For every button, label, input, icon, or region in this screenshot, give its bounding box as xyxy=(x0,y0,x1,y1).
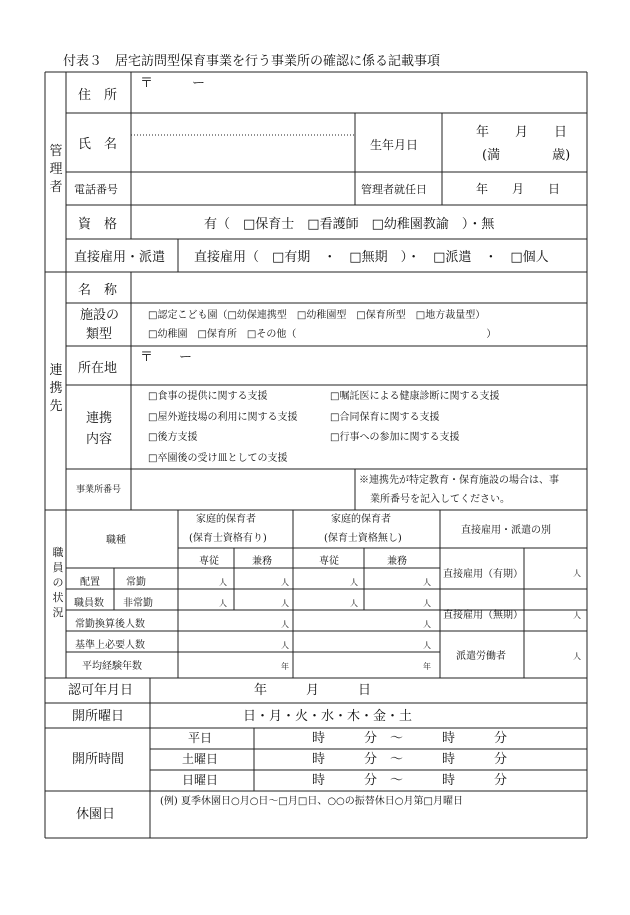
address-postal-mark: 〒 ー xyxy=(140,76,206,91)
office-number-note-1: ※連携先が特定教育・保育施設の場合は、事 xyxy=(359,475,559,486)
content-label-2: 内容 xyxy=(86,432,113,447)
employment-label: 直接雇用・派遣 xyxy=(74,250,166,265)
phone-label: 電話番号 xyxy=(74,183,118,196)
form-title: 付表３ 居宅訪問型保育事業を行う事業所の確認に係る記載事項 xyxy=(63,54,441,69)
regular-label: 常勤 xyxy=(126,577,146,588)
unit-year: 年 xyxy=(281,662,289,671)
col-a-part-header: 兼務 xyxy=(252,556,272,567)
location-postal-mark: 〒 ー xyxy=(140,350,193,365)
placement-label: 配置 xyxy=(80,577,100,588)
birth-label: 生年月日 xyxy=(370,138,419,152)
content-item: □食事の提供に関する支援 xyxy=(148,391,268,402)
office-number-note-2: 業所番号を記入してください。 xyxy=(370,494,510,505)
content-item: □卒園後の受け皿としての支援 xyxy=(148,453,288,464)
direct-open-label: 直接雇用（無期） xyxy=(443,610,523,621)
unit-person: 人 xyxy=(281,641,289,650)
content-label-1: 連携 xyxy=(86,411,113,426)
location-label: 所在地 xyxy=(78,361,118,376)
unit-person: 人 xyxy=(281,578,289,587)
age-value: (満 歳) xyxy=(482,148,571,163)
office-number-label: 事業所番号 xyxy=(76,485,122,495)
job-type-header: 職種 xyxy=(106,535,126,546)
facility-type-line-2: □幼稚園 □保育所 □その他（ ） xyxy=(148,329,497,340)
unit-person: 人 xyxy=(423,641,431,650)
qualification-value: 有（ □保育士 □看護師 □幼稚園教諭 ）・無 xyxy=(204,217,495,232)
facility-type-line-1: □認定こども園（□幼保連携型 □幼稚園型 □保育所型 □地方裁量型） xyxy=(148,310,486,321)
col-b-full-header: 専従 xyxy=(319,556,339,567)
content-item: □嘱託医による健康診断に関する支援 xyxy=(330,391,500,402)
unit-person: 人 xyxy=(219,578,227,587)
nonregular-label: 非常勤 xyxy=(123,598,153,609)
unit-person: 人 xyxy=(219,599,227,608)
unit-person: 人 xyxy=(423,599,431,608)
hours-row-saturday: 土曜日 xyxy=(182,752,219,766)
hours-row-sunday: 日曜日 xyxy=(182,773,219,787)
content-item: □屋外遊技場の利用に関する支援 xyxy=(148,412,298,423)
closed-day-example: (例) 夏季休園日○月○日～□月□日、○○の振替休日○月第□月曜日 xyxy=(160,796,463,807)
avg-exp-label: 平均経験年数 xyxy=(82,661,142,672)
col-b-header-1: 家庭的保育者 xyxy=(331,514,391,525)
unit-person: 人 xyxy=(573,652,581,661)
col-c-header: 直接雇用・派遣の別 xyxy=(461,525,551,536)
hours-value: 時 分 ～ 時 分 xyxy=(312,731,508,746)
unit-person: 人 xyxy=(350,578,358,587)
unit-person: 人 xyxy=(281,599,289,608)
approval-date-value: 年 月 日 xyxy=(254,683,372,698)
unit-person: 人 xyxy=(281,620,289,629)
birth-value: 年 月 日 xyxy=(476,125,568,140)
col-a-header-1: 家庭的保育者 xyxy=(196,514,256,525)
open-hours-label: 開所時間 xyxy=(72,752,125,767)
hours-row-weekday: 平日 xyxy=(188,731,213,745)
unit-person: 人 xyxy=(573,611,581,620)
unit-person: 人 xyxy=(423,620,431,629)
unit-person: 人 xyxy=(573,569,581,578)
open-days-value: 日・月・火・水・木・金・土 xyxy=(243,709,413,724)
partner-name-label: 名 称 xyxy=(78,283,118,298)
required-label: 基準上必要人数 xyxy=(75,640,145,651)
closed-day-label: 休園日 xyxy=(76,807,116,822)
address-label: 住 所 xyxy=(78,88,118,103)
staff-section-label: 職員の状況 xyxy=(52,546,64,619)
col-a-full-header: 専従 xyxy=(199,556,219,567)
staff-count-label: 職員数 xyxy=(74,598,104,609)
content-item: □行事への参加に関する支援 xyxy=(330,432,460,443)
approval-date-label: 認可年月日 xyxy=(68,683,134,698)
direct-fixed-label: 直接雇用（有期） xyxy=(443,569,523,580)
col-a-header-2: (保育士資格有り) xyxy=(189,533,267,544)
partner-section-label: 連携先 xyxy=(49,363,63,414)
name-label: 氏 名 xyxy=(78,137,118,152)
appointed-value: 年 月 日 xyxy=(476,182,561,196)
qualification-label: 資 格 xyxy=(78,217,118,232)
manager-section-label: 管理者 xyxy=(49,144,63,195)
fte-label: 常勤換算後人数 xyxy=(75,619,145,630)
employment-value: 直接雇用（ □有期 ・ □無期 ）・ □派遣 ・ □個人 xyxy=(194,250,549,265)
unit-person: 人 xyxy=(423,578,431,587)
content-item: □後方支援 xyxy=(148,432,198,443)
col-b-header-2: (保育士資格無し) xyxy=(324,533,402,544)
col-b-part-header: 兼務 xyxy=(387,556,407,567)
unit-year: 年 xyxy=(423,662,431,671)
content-item: □合同保育に関する支援 xyxy=(330,412,440,423)
unit-person: 人 xyxy=(350,599,358,608)
appointed-label: 管理者就任日 xyxy=(361,183,427,196)
hours-value: 時 分 ～ 時 分 xyxy=(312,752,508,767)
facility-type-label-1: 施設の xyxy=(80,308,120,323)
open-days-label: 開所曜日 xyxy=(72,709,125,724)
facility-type-label-2: 類型 xyxy=(86,327,113,342)
hours-value: 時 分 ～ 時 分 xyxy=(312,773,508,788)
dispatch-label: 派遣労働者 xyxy=(456,651,506,662)
